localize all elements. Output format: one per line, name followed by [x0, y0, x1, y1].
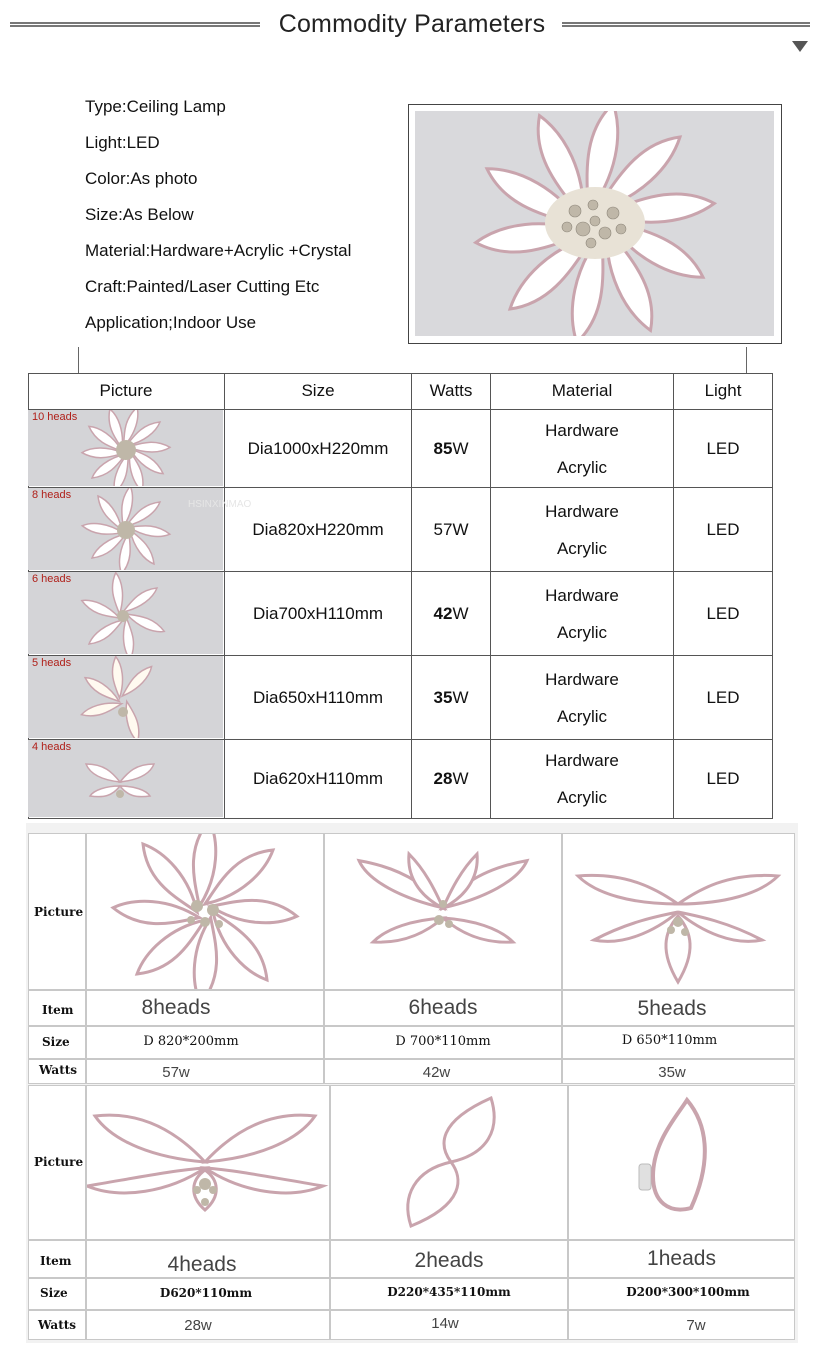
- light-cell: LED: [674, 488, 773, 572]
- header-size: Size: [225, 373, 412, 410]
- param-type: Type:Ceiling Lamp: [85, 97, 226, 116]
- lamp-10-heads-image: [415, 111, 774, 336]
- page-title: Commodity Parameters: [278, 10, 546, 38]
- watts-label: Watts: [39, 1063, 78, 1077]
- lamp-6-heads-image: [325, 834, 561, 989]
- material-cell: Hardware Acrylic: [491, 572, 674, 656]
- light-cell: LED: [674, 572, 773, 656]
- watts-cell: 42 W: [412, 572, 491, 656]
- heads-label: 5 heads: [32, 657, 72, 669]
- param-craft: Craft:Painted/Laser Cutting Etc: [85, 277, 320, 296]
- table-row-picture: [28, 410, 225, 488]
- watts-label: Watts: [38, 1318, 77, 1332]
- header-picture: Picture: [28, 373, 225, 410]
- item-label: Item: [42, 1003, 74, 1017]
- table-row-picture: [28, 572, 225, 656]
- header-material: Material: [491, 373, 674, 410]
- picture-cell: [324, 833, 562, 990]
- header-line-left: [10, 22, 260, 27]
- item-label: Item: [40, 1254, 72, 1268]
- header-light: Light: [674, 373, 773, 410]
- size-1heads: D200*300*100mm: [626, 1285, 750, 1299]
- connector-line-right: [746, 347, 747, 373]
- lamp-5-heads-thumbnail: [28, 656, 223, 738]
- picture-label: Picture: [34, 1155, 84, 1169]
- heads-label: 4 heads: [32, 741, 72, 753]
- watts-8heads: 57w: [162, 1064, 190, 1081]
- spec-table: [28, 373, 773, 819]
- item-5heads: 5heads: [637, 997, 707, 1020]
- heads-label: 10 heads: [32, 411, 78, 423]
- size-6heads: D 700*110mm: [395, 1034, 491, 1049]
- watts-5heads: 35w: [658, 1064, 686, 1081]
- table-row-picture: [28, 656, 225, 740]
- material-cell: Hardware Acrylic: [491, 740, 674, 819]
- size-cell: Dia650xH110mm: [225, 656, 412, 740]
- table-row-picture: [28, 740, 225, 819]
- lamp-5-heads-image: [563, 834, 794, 989]
- triangle-down-icon: [792, 41, 808, 52]
- picture-cell: [330, 1085, 568, 1240]
- lamp-10-heads-thumbnail: [28, 410, 223, 486]
- watermark: HSINXINMAO: [188, 499, 252, 510]
- param-light: Light:LED: [85, 133, 160, 152]
- size-cell: Dia700xH110mm: [225, 572, 412, 656]
- item-1heads: 1heads: [647, 1247, 716, 1270]
- param-application: Application;Indoor Use: [85, 313, 257, 332]
- lamp-1-head-image: [569, 1086, 794, 1239]
- param-size: Size:As Below: [85, 205, 194, 224]
- size-cell: Dia820xH220mm: [225, 488, 412, 572]
- param-color: Color:As photo: [85, 169, 198, 188]
- lamp-4-heads-image: [87, 1086, 329, 1239]
- header-watts: Watts: [412, 373, 491, 410]
- picture-label: Picture: [34, 905, 84, 919]
- picture-cell: [86, 1085, 330, 1240]
- lamp-2-heads-image: [331, 1086, 567, 1239]
- size-label: Size: [40, 1286, 68, 1300]
- light-cell: LED: [674, 410, 773, 488]
- watts-cell: 85 W: [412, 410, 491, 488]
- size-4heads: D620*110mm: [159, 1286, 253, 1300]
- watts-1heads: 7w: [686, 1317, 706, 1334]
- param-material: Material:Hardware+Acrylic +Crystal: [85, 241, 352, 260]
- watts-cell: 57 W: [412, 488, 491, 572]
- watts-4heads: 28w: [184, 1317, 212, 1334]
- watts-6heads: 42w: [422, 1064, 451, 1081]
- size-cell: Dia620xH110mm: [225, 740, 412, 819]
- light-cell: LED: [674, 656, 773, 740]
- size-label: Size: [42, 1035, 70, 1049]
- watts-2heads: 14w: [431, 1315, 459, 1332]
- material-cell: Hardware Acrylic: [491, 410, 674, 488]
- heads-label: 8 heads: [32, 489, 72, 501]
- size-2heads: D220*435*110mm: [387, 1285, 511, 1299]
- light-cell: LED: [674, 740, 773, 819]
- item-4heads: 4heads: [167, 1253, 237, 1276]
- product-photo: [415, 111, 774, 336]
- picture-cell: [562, 833, 795, 990]
- material-cell: Hardware Acrylic: [491, 656, 674, 740]
- item-6heads: 6heads: [408, 996, 478, 1019]
- watts-cell: 28 W: [412, 740, 491, 819]
- item-2heads: 2heads: [414, 1249, 484, 1272]
- item-8heads: 8heads: [141, 996, 211, 1019]
- material-cell: Hardware Acrylic: [491, 488, 674, 572]
- size-chart: [26, 823, 798, 1343]
- header-line-right: [562, 22, 810, 27]
- heads-label: 6 heads: [32, 573, 72, 585]
- lamp-6-heads-thumbnail: [28, 572, 223, 654]
- picture-cell: [86, 833, 324, 990]
- size-cell: Dia1000xH220mm: [225, 410, 412, 488]
- product-photo-frame: [408, 104, 782, 344]
- picture-cell: [568, 1085, 795, 1240]
- size-5heads: D 650*110mm: [621, 1033, 718, 1048]
- lamp-4-heads-thumbnail: [28, 740, 223, 817]
- lamp-8-heads-image: [87, 834, 323, 989]
- watts-cell: 35 W: [412, 656, 491, 740]
- size-8heads: D 820*200mm: [143, 1034, 239, 1049]
- connector-line-left: [78, 347, 79, 373]
